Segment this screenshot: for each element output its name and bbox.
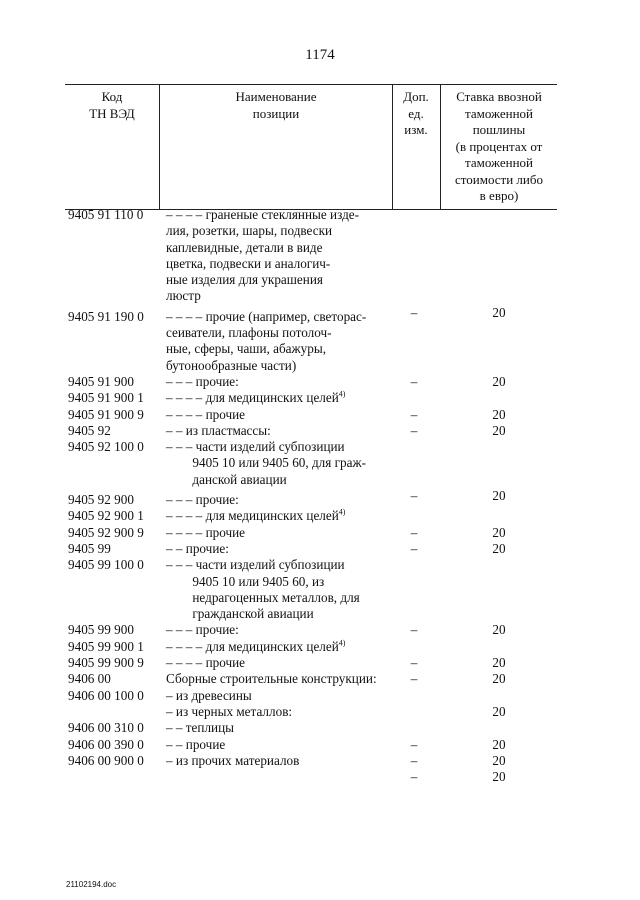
unit-cell: – xyxy=(410,304,418,320)
description-line xyxy=(166,704,396,720)
tariff-code: 9406 00 xyxy=(68,671,111,687)
duty-rate-cell: 20 xyxy=(492,622,506,638)
header-rate-line: стоимости либо xyxy=(454,171,543,187)
description-text: – – – части изделий субпозиции xyxy=(166,439,345,455)
description-line xyxy=(166,492,396,508)
duty-rate-cell: 20 xyxy=(492,422,506,438)
header-name-line: позиции xyxy=(252,105,300,121)
header-code-line: ТН ВЭД xyxy=(89,105,135,121)
unit-cell: – xyxy=(410,540,418,556)
description-line xyxy=(166,358,396,374)
description-line xyxy=(166,639,396,655)
duty-rate-cell: 20 xyxy=(492,304,506,320)
header-rate xyxy=(441,89,557,205)
description-line xyxy=(166,671,396,687)
description-line xyxy=(166,325,396,341)
description-text: – – – части изделий субпозиции xyxy=(166,557,345,573)
unit-cell: – xyxy=(410,373,418,389)
duty-rate-cell: 20 xyxy=(492,406,506,422)
tariff-code: 9405 99 xyxy=(68,540,111,556)
description-text: недрагоценных металлов, для xyxy=(166,589,360,605)
position-description xyxy=(166,439,396,488)
header-unit-line: ед. xyxy=(408,105,424,121)
position-description xyxy=(166,671,396,687)
description-text: данской авиации xyxy=(166,471,287,487)
table-row xyxy=(0,704,640,720)
tariff-code: 9405 91 900 9 xyxy=(68,406,144,422)
header-code-line: Код xyxy=(101,89,123,104)
description-text: – из черных металлов: xyxy=(166,703,293,719)
tariff-code: 9405 92 xyxy=(68,422,111,438)
description-text: цветка, подвески и аналогич- xyxy=(166,255,331,271)
description-text: – из древесины xyxy=(166,687,252,703)
description-line xyxy=(166,655,396,671)
header-unit xyxy=(392,89,440,139)
description-line xyxy=(166,574,396,590)
unit-cell: – xyxy=(410,622,418,638)
tariff-code: 9405 92 900 xyxy=(68,492,134,508)
header-rate-line: таможенной xyxy=(465,155,533,170)
tariff-code: 9405 92 100 0 xyxy=(68,439,144,455)
table-row xyxy=(0,423,640,439)
footnote-marker: 4) xyxy=(338,638,346,648)
description-text: 9405 10 или 9405 60, для граж- xyxy=(166,455,366,471)
position-description xyxy=(166,207,396,305)
unit-cell: – xyxy=(410,406,418,422)
unit-cell: – xyxy=(410,524,418,540)
tariff-code: 9406 00 390 0 xyxy=(68,736,144,752)
description-text: – – прочие xyxy=(166,736,226,752)
description-text: – – – – для медицинских целей xyxy=(166,638,339,654)
header-name xyxy=(160,89,392,122)
description-text: – из прочих материалов xyxy=(166,752,300,768)
position-description xyxy=(166,492,396,508)
header-rate-line: (в процентах от xyxy=(455,138,543,154)
description-line xyxy=(166,737,396,753)
unit-cell: – xyxy=(410,769,418,785)
position-description xyxy=(166,557,396,622)
tariff-code: 9406 00 310 0 xyxy=(68,720,144,736)
description-line xyxy=(166,288,396,304)
header-code xyxy=(65,89,159,122)
position-description xyxy=(166,688,396,704)
position-description xyxy=(166,407,396,423)
tariff-code: 9405 91 110 0 xyxy=(68,207,144,222)
description-line xyxy=(166,390,396,406)
document-filename: 21102194.doc xyxy=(66,880,117,889)
description-line xyxy=(166,407,396,423)
duty-rate-cell: 20 xyxy=(492,373,506,389)
description-text: ные изделия для украшения xyxy=(166,272,323,288)
header-rate-line: Ставка ввозной xyxy=(456,89,542,104)
tariff-code: 9405 92 900 1 xyxy=(68,508,144,524)
position-description xyxy=(166,655,396,671)
description-text: сеиватели, плафоны потолоч- xyxy=(166,325,332,341)
duty-rate-cell: 20 xyxy=(492,703,506,719)
unit-cell: – xyxy=(410,671,418,687)
table-row xyxy=(0,541,640,557)
header-unit-line: изм. xyxy=(404,122,428,137)
tariff-code: 9405 99 900 1 xyxy=(68,638,144,654)
description-text: лия, розетки, шары, подвески xyxy=(166,223,333,239)
description-line xyxy=(166,309,396,325)
description-text: – – – – граненые стеклянные изде- xyxy=(166,207,360,222)
table-row xyxy=(0,492,640,508)
description-line xyxy=(166,240,396,256)
description-text: – – – – прочие (например, светорас- xyxy=(166,308,367,324)
position-description xyxy=(166,704,396,720)
description-line xyxy=(166,256,396,272)
description-text: – – – – прочие xyxy=(166,406,246,422)
position-description xyxy=(166,720,396,736)
description-text: – – – прочие: xyxy=(166,622,239,638)
description-line xyxy=(166,207,396,223)
tariff-code: 9405 99 900 xyxy=(68,622,134,638)
position-description xyxy=(166,508,396,524)
header-rate-line: в евро) xyxy=(479,188,519,203)
description-line xyxy=(166,590,396,606)
position-description xyxy=(166,753,396,769)
header-unit-line: Доп. xyxy=(403,89,429,104)
description-line xyxy=(166,455,396,471)
header-rate-line: таможенной xyxy=(465,105,533,121)
tariff-code: 9405 91 900 xyxy=(68,373,134,389)
position-description xyxy=(166,309,396,374)
position-description xyxy=(166,639,396,655)
description-line xyxy=(166,472,396,488)
table-row xyxy=(0,374,640,390)
description-line xyxy=(166,374,396,390)
description-text: – – прочие: xyxy=(166,540,229,556)
description-line xyxy=(166,439,396,455)
header-rate-line: пошлины xyxy=(472,122,526,137)
description-text: – – – – прочие xyxy=(166,655,246,671)
duty-rate-cell: 20 xyxy=(492,671,506,687)
position-description xyxy=(166,423,396,439)
footnote-marker: 4) xyxy=(338,507,346,517)
description-text: – – из пластмассы: xyxy=(166,422,271,438)
duty-rate-cell: 20 xyxy=(492,655,506,671)
description-text: каплевидные, детали в виде xyxy=(166,239,323,255)
description-text: – – – – для медицинских целей xyxy=(166,390,339,406)
description-line xyxy=(166,606,396,622)
position-description xyxy=(166,622,396,638)
tariff-code: 9405 99 100 0 xyxy=(68,557,144,573)
table-row xyxy=(0,752,640,785)
position-description xyxy=(166,525,396,541)
description-text: – – теплицы xyxy=(166,720,235,736)
duty-rate-cell: 20 xyxy=(492,736,506,752)
description-line xyxy=(166,720,396,736)
description-line xyxy=(166,423,396,439)
description-line xyxy=(166,508,396,524)
description-text: – – – прочие: xyxy=(166,373,239,389)
description-line xyxy=(166,688,396,704)
position-description xyxy=(166,374,396,390)
duty-rate-cell: 20 xyxy=(492,752,506,768)
description-line xyxy=(166,622,396,638)
position-description xyxy=(166,737,396,753)
description-text: гражданской авиации xyxy=(166,606,314,622)
duty-rate-cell: 20 xyxy=(492,540,506,556)
description-text: 9405 10 или 9405 60, из xyxy=(166,573,325,589)
unit-cell: – xyxy=(410,488,418,504)
table-row xyxy=(0,671,640,687)
description-text: люстр xyxy=(166,288,201,304)
description-text: Сборные строительные конструкции: xyxy=(166,671,377,687)
position-description xyxy=(166,541,396,557)
duty-rate-cell: 20 xyxy=(492,769,506,785)
tariff-code: 9405 99 900 9 xyxy=(68,655,144,671)
tariff-code: 9406 00 900 0 xyxy=(68,752,144,768)
header-top-rule xyxy=(65,84,557,85)
tariff-code: 9406 00 100 0 xyxy=(68,687,144,703)
description-line xyxy=(166,541,396,557)
unit-cell: – xyxy=(410,655,418,671)
description-text: ные, сферы, чаши, абажуры, xyxy=(166,341,326,357)
unit-cell: – xyxy=(410,752,418,768)
description-line xyxy=(166,341,396,357)
description-line xyxy=(166,753,396,769)
description-text: – – – – прочие xyxy=(166,524,246,540)
description-line xyxy=(166,525,396,541)
description-line xyxy=(166,272,396,288)
description-text: – – – прочие: xyxy=(166,492,239,508)
description-line xyxy=(166,223,396,239)
duty-rate-cell: 20 xyxy=(492,524,506,540)
page-number: 1174 xyxy=(305,47,335,63)
tariff-code: 9405 91 900 1 xyxy=(68,390,144,406)
footnote-marker: 4) xyxy=(338,389,346,399)
unit-cell: – xyxy=(410,736,418,752)
tariff-table-body xyxy=(0,207,640,785)
description-text: бутонообразные части) xyxy=(166,357,297,373)
header-name-line: Наименование xyxy=(235,89,317,104)
tariff-code: 9405 92 900 9 xyxy=(68,524,144,540)
description-line xyxy=(166,557,396,573)
description-text: – – – – для медицинских целей xyxy=(166,508,339,524)
duty-rate-cell: 20 xyxy=(492,488,506,504)
position-description xyxy=(166,390,396,406)
table-row xyxy=(0,622,640,638)
unit-cell: – xyxy=(410,422,418,438)
tariff-code: 9405 91 190 0 xyxy=(68,308,144,324)
